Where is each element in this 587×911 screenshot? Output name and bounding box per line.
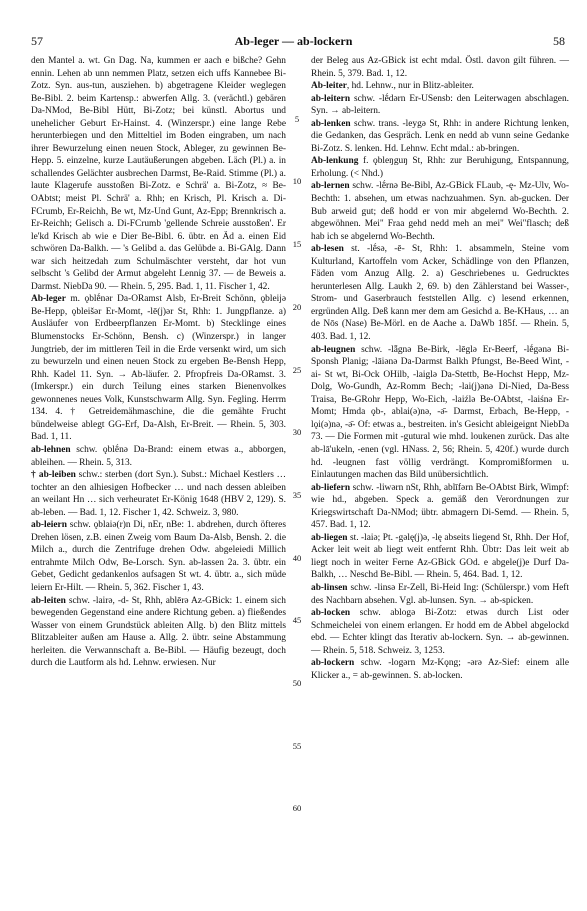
dictionary-entry bbox=[311, 607, 569, 657]
dictionary-entry bbox=[311, 155, 569, 180]
entry-headword: ab-liefern bbox=[311, 482, 351, 493]
page-header bbox=[0, 34, 587, 50]
entry-headword: ab-lehnen bbox=[31, 444, 71, 455]
entry-headword: ab-leitern bbox=[311, 93, 351, 104]
entry-text: st. -lḗsǝ, -ē- St, Rhh: 1. absammeln, Steine vom Kulturland, Kartoffeln vom Acker, Schädlinge von den Pflanzen, Fäden vom Anzug Allg. 2. a) Geschriebenes u. Gedrucktes herunterlesen Allg. Laukh 2, 69. b) den Zählerstand bei Wasser-, Strom- und Gaserbrauch feststellen Allg. c) lesend erkennen, ergründen Allg. Deß kann mer dem am Gesichd a. Be-KHaus, … an de Nōs (Nase) Be-Mörl. en de Aache a. DaWb 185f. — Rhein. 5, 403. Bad. 1, 12. bbox=[311, 244, 569, 343]
entry-headword: ab-leugnen bbox=[311, 344, 356, 355]
entry-headword: † ab-leiben bbox=[31, 470, 76, 481]
dictionary-entry bbox=[31, 469, 286, 519]
dictionary-entry bbox=[31, 519, 286, 594]
entry-text: m. ǫblḗnǝr Da-ORamst Alsb, Er-Breit Schönn, ǫbleijǝ Be-Hepp, ǫbleišǝr Er-Momt, -lē(j)ǝr St, Rhh: 1. Jungpflanze. a) Ausläufer von Erdbeerpflanzen Er-Momt. b) Stecklinge eines Blumenstocks Er-Schönn, Bensh. c) (Winzerspr.) in langer Jungtrieb, der im mittleren Teil in die Erde versenkt wird, um sich zu bewurzeln und einen neuen Stock zu ergeben Be-Bensh Hepp, Rhh. Kadel 11. Syn. → Ab-läufer. 2. Pfropfreis Da-ORamst. 3. (Imkerspr.) ein durch Teilung eines starken Bienenvolkes gewonnenes neues Volk, Kunstschwarm Allg. Syn. Fegling. Herrm 134. 4. † Getreidemähmaschine, die die gemähte Frucht bündelweise ablegt GG-Erf, Da-Alsh, Er-Breit. — Rhein. 5, 303. Bad. 1, 11. bbox=[31, 294, 286, 443]
entry-headword: ab-locken bbox=[311, 608, 351, 619]
entry-headword: ab-lockern bbox=[311, 658, 355, 669]
line-number: 35 bbox=[292, 489, 302, 500]
entry-text: , hd. Lehnw., nur in Blitz-ableiter. bbox=[346, 81, 474, 92]
running-title: Ab-leger — ab-lockern bbox=[234, 34, 353, 48]
entry-text: schw. -liwǝrn nSt, Rhh, ablīfǝrn Be-OAbtst Birk, Wimpf: wie hd., abgeben. Speck a. gemäß den Verordnungen zur Kriegswirtschaft Da-NMod; übtr. abmagern Di-Semd. — Rhein. 5, 457. Bad. 1, 12. bbox=[311, 482, 569, 531]
dictionary-entry bbox=[311, 344, 569, 482]
page-number-left: 57 bbox=[31, 34, 43, 48]
line-number: 15 bbox=[292, 239, 302, 250]
dictionary-entry bbox=[311, 55, 569, 80]
dictionary-entry bbox=[31, 293, 286, 444]
dictionary-entry bbox=[311, 657, 569, 682]
entry-text: schw. ǫblḗnǝ Da-Brand: einem etwas a., abborgen, ableihen. — Rhein. 5, 313. bbox=[31, 444, 286, 468]
line-number: 10 bbox=[292, 176, 302, 187]
entry-text: schw.: sterben (dort Syn.). Subst.: Michael Kestlers … tochter an den alhiesigen Hofbecker … und nach dessen ableiben an weilant Hn … sich verheuratet Er-König 1648 (HBV 2, 129). S. ab-leben. — Bad. 1, 12. Fischer 1, 42. Schweiz. 3, 980. bbox=[31, 470, 287, 518]
line-number: 55 bbox=[292, 740, 302, 751]
dictionary-entry bbox=[311, 80, 569, 93]
dictionary-entry bbox=[311, 482, 569, 532]
entry-text: schw. -lḗrnǝ Be-Bibl, Az-GBick FLaub, -ę- Mz-Ulv, Wo-Bechth: 1. absehen, um etwas nachzuahmen. Syn. ab-gucken. Der Bub arweid gut; deß hodd er von mir abgelernd Wo-Bechth. 2. abgewöhnen. Mei" Fraa gehd nedd meh an mei" Wei"flasch; deß hab ich se abgelernd Wo-Bechth. bbox=[311, 181, 569, 242]
dictionary-entry bbox=[31, 595, 286, 670]
dictionary-entry bbox=[311, 93, 569, 118]
entry-headword: Ab-lenkung bbox=[311, 156, 359, 167]
line-number: 25 bbox=[292, 364, 302, 375]
entry-text: schw. -linsǝ Er-Zell, Bi-Heid Ing: (Schülerspr.) vom Heft des Nachbarn absehen. Vgl. ab-lunsen. Syn. → ab-spicken. bbox=[311, 582, 569, 606]
line-number: 60 bbox=[292, 803, 302, 814]
entry-headword: ab-lesen bbox=[311, 244, 344, 255]
entry-headword: ab-liegen bbox=[311, 532, 348, 543]
entry-text: f. ǫbleŋguŋ St, Rhh: zur Beruhigung, Entspannung, Erholung. (< Nhd.) bbox=[311, 156, 569, 179]
dictionary-entry bbox=[311, 243, 569, 343]
entry-headword: ab-leiten bbox=[31, 595, 66, 606]
entry-text: schw. -lǟgnǝ Be-Birk, -lēglǝ Er-Beerf, -lḗgǝnǝ Bi-Sponsh Planig; -lāiǝnǝ Da-Darmst Balkh Pfungst, Be-Beed Wint, -ai- St wt, Bi-Ock OHilb, -laiglǝ Da-Stettb, Be-Hochst Hepp, Mz-Dolg, Wo-Gundh, Az-Romm Bech; -lai(j)ǝnǝ Di-Nied, Da-Bess Traisa, Be-GRohr Hepp, Wo-Eich, -laiźlǝ Be-OAbtst, -laiśnǝ Er-Momt; Hmda ǫb-, ablai(ǝ)nǝ, -ǝ̄- Darmst, Erbach, Be-Hepp, -lǫi(ǝ)nǝ, -ǝ̄- Of: etwas a., bestreiten. in's Gesicht ableigeignt NiebDa 73. — Die Formen mit -gutural wie mhd. loukenen zurück. Das alte ab-lā'ukeln, -enen (vgl. HNass. 2, 56; Rhein. 5, 420f.) wurde durch hd. -leugnen fast völlig verdrängt. Kompromißformen u. Einlautungen machen das Bild unübersichtlich. bbox=[311, 344, 569, 481]
entry-text: schw. trans. -leygǝ St, Rhh: in andere Richtung lenken, die Gedanken, das Gespräch. Lenk en nedd ab vunn seine Gedanke Bi-Zotz. S. lenken. Hd. Lehnw. Echt mdal.: ab-bringen. bbox=[311, 118, 569, 154]
line-number: 45 bbox=[292, 615, 302, 626]
line-number: 20 bbox=[292, 301, 302, 312]
entry-text: den Mantel a. wt. Gn Dag. Na, kummen er aach e bißche? Gehn ennin. Lehen ab unn nemmen Platz, setzen eich uffs Kannebee Bi-Zotz. Syn. aus-tun, ausziehen. b) abgetragene Kleider weglegen Be-Bibl. 2. beim Kartensp.: abwerfen Allg. 3. (verächtl.) gebären Da-NMod, Be-Bibl Hütt, Bi-Zotz; bei künstl. Abortus und unehelicher Geburt Er-Hainst. 4. (Winzerspr.) eine lange Rebe herunterbiegen und den Mitteltiel im Boden eingraben, um nach ihrer Bewurzelung einen neuen Stock, Ableger, zu gewinnen Be-Hepp. 5. einzelne, kurze Lautäußerungen abgeben. Läch (Pl.) a. in schallendes Gelächter ausbrechen Darmst, Be-Raid. Stimme (Pl.) a. laute Klagerufe ausstoßen Bi-Zotz. e Schrä' a. Bi-Zotz, ≈ Be-OAbtst; meist Pl. Schrä' a. Rhh; en Krisch, Pl. Krisch a. Di-FCrumb, Er-Reichh, Be wt, Mz-Und Gunt, Az-Epp; Brennkrisch a. Er-Reichh; Gelisch a. Di-FCrumb 'gellende Schreie ausstoßen'. Er le'kd Krisch ab wie e Dier Be-Bibl. 6. übtr. en Äd a. einen Eid schwören Da-Balkh. — 's Gelibd a. das Gelübde a. Bi-GAlg. Dann war sich heitzedah zum Schulmäschter versteht, dar hot vun selbscht 's Gelibd der Armut abgeleht Lennig 37. — de Beweis a. Darmst. NiebDa 90. — Rhein. 5, 295. Bad. 1, 11. Fischer 1, 42. bbox=[31, 56, 286, 292]
right-column bbox=[311, 55, 569, 682]
entry-headword: ab-leiern bbox=[31, 520, 67, 531]
entry-text: schw. -lḗdǝrn Er-USensb: den Leiterwagen abschlagen. Syn. → ab-leitern. bbox=[311, 93, 569, 117]
entry-headword: Ab-leger bbox=[31, 294, 66, 305]
page-number-right: 58 bbox=[553, 34, 565, 48]
entry-text: schw. ablogǝ Bi-Zotz: etwas durch List oder Schmeichelei von einem erlangen. Er hodd em de Abbel abgelockd ebd. — Echter klingt das Iterativ ab-lockern. Syn. → ab-gewinnen. — Rhein. 5, 518. Schweiz. 3, 1253. bbox=[311, 608, 569, 656]
dictionary-entry bbox=[31, 55, 286, 293]
entry-headword: Ab-leiter bbox=[311, 81, 347, 92]
entry-text: schw. -logǝrn Mz-Kǫng; -ǝrǝ Az-Sief: einem alle Klicker a., = ab-gewinnen. S. ab-locken. bbox=[311, 658, 569, 681]
left-column bbox=[31, 55, 286, 670]
entry-headword: ab-lenken bbox=[311, 118, 351, 129]
entry-headword: ab-linsen bbox=[311, 582, 348, 593]
line-number: 30 bbox=[292, 427, 302, 438]
dictionary-entry bbox=[311, 532, 569, 582]
entry-text: schw. ǫblaiǝ(r)n Di, nEr, nBe: 1. abdrehen, durch öfteres Drehen lösen, z.B. einen Zweig vom Baum Da-Alsb, Bensh. 2. die Milch a., durch die Zentrifuge drehen Odw. abgeleiedi Millich entrahmte Milch Odw, Be-Lorsch. Syn. ab-lassen 2a. 3. übtr. ein Gebet, Gedicht gedankenlos aufsagen St wt. 4. übtr. a., sich müde leiern Er-Hilt. — Rhein. 5, 362. Fischer 1, 43. bbox=[31, 520, 286, 593]
line-number: 5 bbox=[294, 113, 300, 124]
line-number: 40 bbox=[292, 552, 302, 563]
entry-text: st. -laiǝ; Pt. -gǝlę(j)ǝ, -lę abseits liegend St, Rhh. Der Hof, Acker leit weit ab liegt weit entfernt Rhh. Übtr: Das leit weit ab liegt noch in weiter Ferne Az-GBick GOd. e abgele(j)e Durf Da-Balkh, … Neschd Be-Bibl. — Rhein. 5, 464. Bad. 1, 12. bbox=[311, 532, 569, 581]
dictionary-entry bbox=[311, 118, 569, 156]
entry-text: der Beleg aus Az-GBick ist echt mdal. Östl. davon gilt führen. — Rhein. 5, 379. Bad. 1, 12. bbox=[311, 56, 569, 79]
dictionary-entry bbox=[31, 444, 286, 469]
line-number: 50 bbox=[292, 678, 302, 688]
dictionary-entry bbox=[311, 180, 569, 243]
entry-headword: ab-lernen bbox=[311, 181, 350, 192]
entry-text: schw. -lairǝ, -d- St, Rhh, ablērǝ Az-GBick: 1. einem sich bewegenden Gegenstand eine andere Richtung geben. a) fließendes Wasser von einem Grundstück ableiten Allg. b) den Blitz mittels Blitzableiter außen am Hause a. Allg. 2. übtr. seine Abstammung herleiten. die Verwannschaft a. Be-Bibl. — Häufig bezeugt, doch durch die Lautform als hd. Lehnw. erwiesen. Nur bbox=[31, 595, 286, 669]
dictionary-entry bbox=[311, 582, 569, 607]
